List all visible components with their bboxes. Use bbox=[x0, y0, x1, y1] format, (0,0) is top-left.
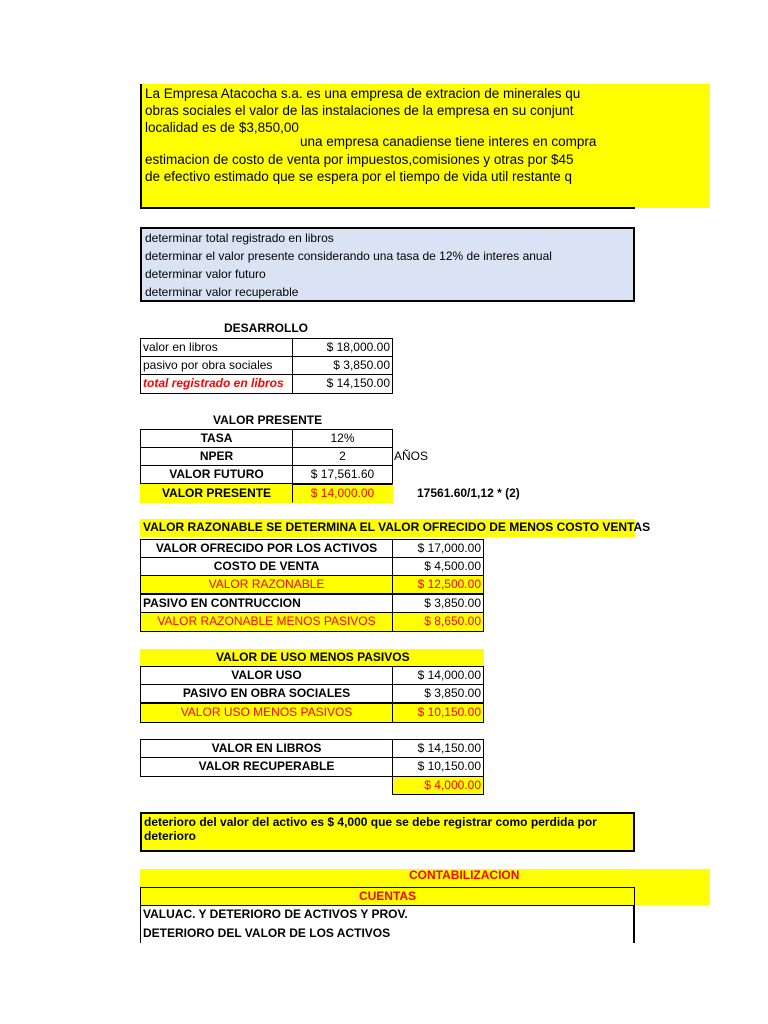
conclusion-box bbox=[140, 812, 635, 852]
vp-label: NPER bbox=[140, 447, 293, 466]
vr-title: VALOR RAZONABLE SE DETERMINA EL VALOR OFRECIDO DE MENOS COSTO VENTAS bbox=[143, 520, 651, 534]
vu-total-value: $ 10,150.00 bbox=[392, 703, 484, 723]
tasks-box bbox=[140, 227, 635, 302]
vr-label: PASIVO EN CONTRUCCION bbox=[140, 594, 393, 613]
cmp-difference: $ 4,000.00 bbox=[392, 776, 484, 795]
vu-title: VALOR DE USO MENOS PASIVOS bbox=[216, 650, 410, 664]
vp-total-label: VALOR PRESENTE bbox=[140, 484, 293, 503]
desarrollo-label: valor en libros bbox=[140, 338, 293, 357]
cmp-value: $ 14,150.00 bbox=[392, 739, 484, 758]
intro-line: localidad es de $3,850,00 bbox=[145, 120, 299, 135]
vp-value: 12% bbox=[292, 429, 393, 448]
vr-value: $ 17,000.00 bbox=[392, 539, 484, 558]
desarrollo-value: $ 18,000.00 bbox=[292, 338, 393, 357]
intro-line: obras sociales el valor de las instalaciones de la empresa en su conjunt bbox=[145, 103, 574, 118]
valor-presente-title: VALOR PRESENTE bbox=[213, 413, 323, 427]
cmp-value: $ 10,150.00 bbox=[392, 757, 484, 777]
desarrollo-total-label: total registrado en libros bbox=[140, 374, 293, 394]
task-item: determinar valor recuperable bbox=[145, 285, 299, 299]
contab-line: VALUAC. Y DETERIORO DE ACTIVOS Y PROV. bbox=[143, 907, 408, 921]
vr-razonable-label: VALOR RAZONABLE bbox=[140, 575, 393, 594]
intro-text bbox=[140, 84, 635, 208]
desarrollo-value: $ 3,850.00 bbox=[292, 356, 393, 375]
desarrollo-title: DESARROLLO bbox=[224, 321, 308, 335]
desarrollo-label: pasivo por obra sociales bbox=[140, 356, 293, 375]
vu-value: $ 14,000.00 bbox=[392, 666, 484, 685]
task-item: determinar valor futuro bbox=[145, 267, 266, 281]
vp-formula: 17561.60/1,12 * (2) bbox=[417, 486, 520, 500]
contab-line: DETERIORO DEL VALOR DE LOS ACTIVOS bbox=[143, 926, 391, 940]
vr-razonable-value: $ 12,500.00 bbox=[392, 575, 484, 594]
intro-line: de efectivo estimado que se espera por el tiempo de vida util restante q bbox=[145, 169, 573, 184]
vp-value: $ 17,561.60 bbox=[292, 465, 393, 484]
vr-value: $ 4,500.00 bbox=[392, 557, 484, 576]
vu-value: $ 3,850.00 bbox=[392, 684, 484, 703]
task-item: determinar total registrado en libros bbox=[145, 231, 334, 245]
vp-label: TASA bbox=[140, 429, 293, 448]
vr-total-value: $ 8,650.00 bbox=[392, 612, 484, 632]
vp-label: VALOR FUTURO bbox=[140, 465, 293, 484]
intro-line: La Empresa Atacocha s.a. es una empresa de extracion de minerales qu bbox=[145, 86, 581, 101]
cuentas-header bbox=[140, 887, 635, 906]
vu-label: VALOR USO bbox=[140, 666, 393, 685]
cuentas-label: CUENTAS bbox=[358, 889, 417, 903]
vr-value: $ 3,850.00 bbox=[392, 594, 484, 613]
conclusion-text: deterioro del valor del activo es $ 4,000 que se debe registrar como perdida por deterioro bbox=[144, 815, 597, 843]
vr-label: VALOR OFRECIDO POR LOS ACTIVOS bbox=[140, 539, 393, 558]
vu-total-label: VALOR USO MENOS PASIVOS bbox=[140, 703, 393, 723]
task-item: determinar el valor presente considerando una tasa de 12% de interes anual bbox=[145, 249, 552, 263]
vp-nper-unit: AÑOS bbox=[394, 449, 429, 463]
cmp-label: VALOR EN LIBROS bbox=[140, 739, 393, 758]
contab-body bbox=[140, 905, 635, 943]
cmp-label: VALOR RECUPERABLE bbox=[140, 757, 393, 777]
desarrollo-total-value: $ 14,150.00 bbox=[292, 374, 393, 394]
vr-total-label: VALOR RAZONABLE MENOS PASIVOS bbox=[140, 612, 393, 632]
vr-label: COSTO DE VENTA bbox=[140, 557, 393, 576]
contab-title: CONTABILIZACION bbox=[409, 868, 520, 882]
vp-value: 2 bbox=[292, 447, 393, 466]
intro-line: estimacion de costo de venta por impuestos,comisiones y otras por $45 bbox=[145, 152, 574, 167]
vp-total-value: $ 14,000.00 bbox=[292, 484, 393, 503]
intro-line: una empresa canadiense tiene interes en compra bbox=[300, 134, 597, 149]
vu-label: PASIVO EN OBRA SOCIALES bbox=[140, 684, 393, 703]
